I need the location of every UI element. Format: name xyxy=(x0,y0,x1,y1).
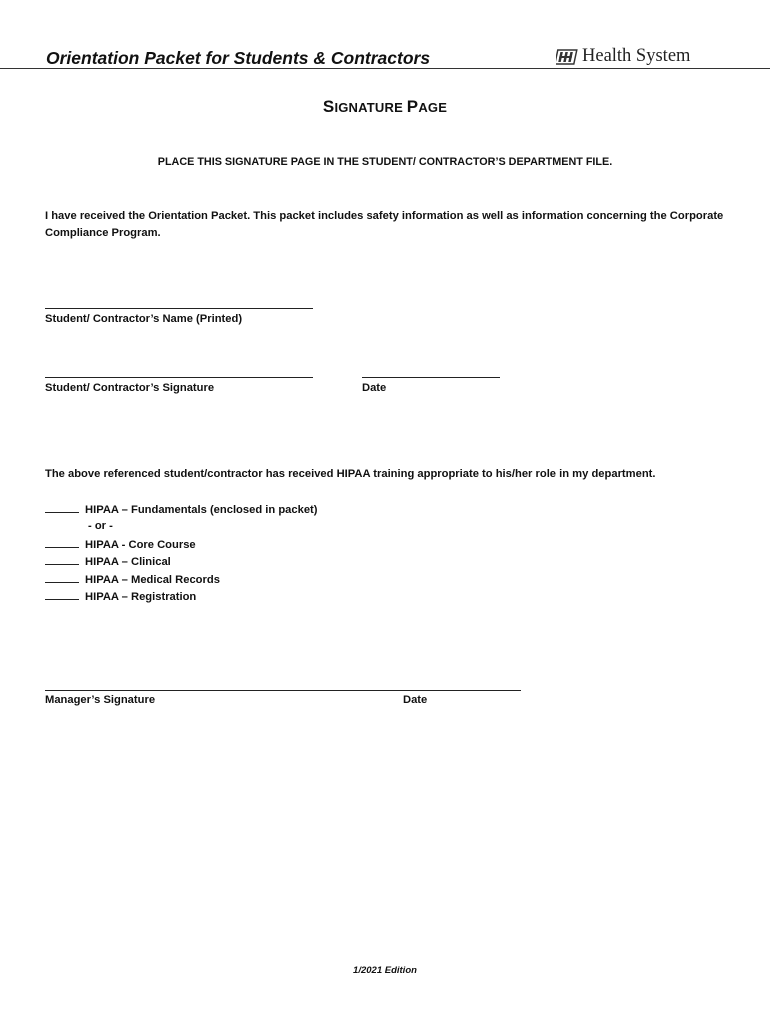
manager-signature-label: Manager’s Signature xyxy=(45,694,156,706)
hipaa-option-label: HIPAA – Medical Records xyxy=(85,574,220,586)
document-header-title: Orientation Packet for Students & Contractors xyxy=(46,48,431,68)
student-date-label: Date xyxy=(362,382,387,394)
hipaa-option-row xyxy=(45,555,171,568)
page-title-initial-2: P xyxy=(406,97,419,116)
printed-name-label: Student/ Contractor’s Name (Printed) xyxy=(45,313,243,325)
health-system-logo-icon xyxy=(556,49,578,65)
hipaa-option-label: HIPAA - Core Course xyxy=(85,539,196,551)
hipaa-option-row xyxy=(45,590,196,603)
page-title-initial-1: S xyxy=(322,97,335,116)
student-date-line[interactable] xyxy=(362,377,500,378)
hipaa-option-checkline[interactable] xyxy=(45,503,79,513)
student-signature-line[interactable] xyxy=(45,377,313,378)
logo-text: Health System xyxy=(582,46,691,66)
hipaa-option-row xyxy=(45,503,318,516)
student-signature-label: Student/ Contractor’s Signature xyxy=(45,382,215,394)
acknowledgement-paragraph: I have received the Orientation Packet. This packet includes safety information as well as information concerning the Corporate Compliance Program. xyxy=(45,210,724,239)
hipaa-option-label: HIPAA – Clinical xyxy=(85,556,171,568)
edition-footer: 1/2021 Edition xyxy=(353,965,417,976)
hipaa-option-row xyxy=(45,538,196,551)
page-title xyxy=(0,97,770,117)
page-title-part-2: AGE xyxy=(418,100,448,115)
page-title-part-1: IGNATURE xyxy=(334,100,407,115)
header-divider xyxy=(0,68,770,69)
filing-instruction: PLACE THIS SIGNATURE PAGE IN THE STUDENT/ CONTRACTOR’S DEPARTMENT FILE. xyxy=(157,156,613,168)
manager-date-label: Date xyxy=(403,694,428,706)
manager-signature-line[interactable] xyxy=(45,690,521,691)
hipaa-option-label: HIPAA – Fundamentals (enclosed in packet) xyxy=(85,504,318,516)
hipaa-option-row xyxy=(45,573,220,586)
hipaa-option-checkline[interactable] xyxy=(45,555,79,565)
hipaa-option-checkline[interactable] xyxy=(45,538,79,548)
or-separator: - or - xyxy=(88,520,113,532)
hipaa-option-checkline[interactable] xyxy=(45,590,79,600)
hipaa-option-checkline[interactable] xyxy=(45,573,79,583)
hipaa-option-label: HIPAA – Registration xyxy=(85,591,197,603)
printed-name-line[interactable] xyxy=(45,308,313,309)
health-system-logo xyxy=(556,46,690,67)
hipaa-statement: The above referenced student/contractor has received HIPAA training appropriate to his/her role in my department. xyxy=(45,468,656,480)
